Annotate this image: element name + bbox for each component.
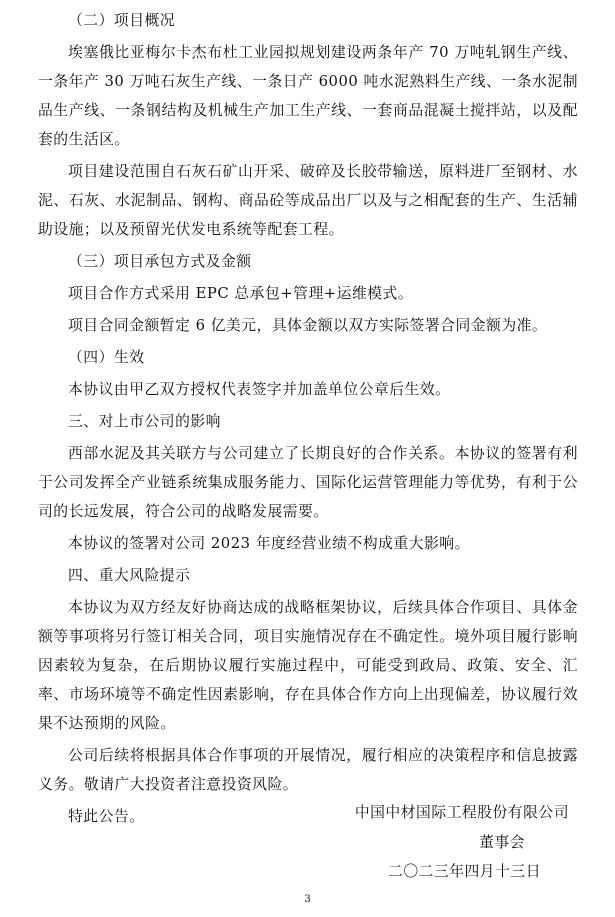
- paragraph-contract-amount: 项目合同金额暂定 6 亿美元，具体金额以双方实际签署合同金额为准。: [68, 317, 548, 334]
- paragraph-construction-scope: 项目建设范围自石灰石矿山开采、破碎及长胶带输送，原料进厂至钢材、水泥、石灰、水泥制品、钢构、商品砼等成品出厂以及与之相配套的生产、生活辅助设施；以及预留光伏发电系统等配套工程。: [38, 163, 578, 238]
- signature-board: 董事会: [479, 834, 525, 851]
- section-heading-impact: 三、对上市公司的影响: [68, 413, 221, 430]
- page-number: 3: [304, 894, 311, 905]
- signature-company: 中国中材国际工程股份有限公司: [354, 804, 569, 821]
- section-heading-project-overview: （二）项目概况: [68, 12, 176, 29]
- paragraph-risk-details: 本协议为双方经友好协商达成的战略框架协议，后续具体合作项目、具体金额等事项将另行签订相关合同，项目实施情况存在不确定性。境外项目履行影响因素较为复杂，在后期协议履行实施过程中，可能受到政局、政策、安全、汇率、市场环境等不确定性因素影响，存在具体合作方向上出现偏差，协议履行效果不达预期的风险。: [38, 599, 578, 732]
- section-heading-risk: 四、重大风险提示: [68, 567, 191, 584]
- paragraph-announcement: 特此公告。: [68, 808, 145, 825]
- section-heading-effectiveness: （四）生效: [68, 349, 145, 366]
- paragraph-impact-relationship: 西部水泥及其关联方与公司建立了长期良好的合作关系。本协议的签署有利于公司发挥全产业链系统集成服务能力、国际化运营管理能力等优势，有利于公司的长远发展，符合公司的战略发展需要。: [38, 445, 578, 520]
- paragraph-cooperation-mode: 项目合作方式采用 EPC 总承包+管理+运维模式。: [68, 285, 414, 302]
- paragraph-impact-2023: 本协议的签署对公司 2023 年度经营业绩不构成重大影响。: [68, 535, 470, 552]
- signature-date: 二〇二三年四月十三日: [388, 863, 541, 880]
- document-body: [38, 6, 578, 834]
- section-heading-contract-method: （三）项目承包方式及金额: [68, 253, 252, 270]
- paragraph-effectiveness: 本协议由甲乙双方授权代表签字并加盖单位公章后生效。: [68, 381, 451, 398]
- paragraph-project-lines: 埃塞俄比亚梅尔卡杰布杜工业园拟规划建设两条年产 70 万吨轧钢生产线、一条年产 30 万吨石灰生产线、一条日产 6000 吨水泥熟料生产线、一条水泥制品生产线、一条钢结构及机械生产加工生产线、一套商品混凝土搅拌站，以及配套的生活区。: [38, 44, 578, 148]
- paragraph-disclosure: 公司后续将根据具体合作事项的开展情况，履行相应的决策程序和信息披露义务。敬请广大投资者注意投资风险。: [38, 747, 578, 793]
